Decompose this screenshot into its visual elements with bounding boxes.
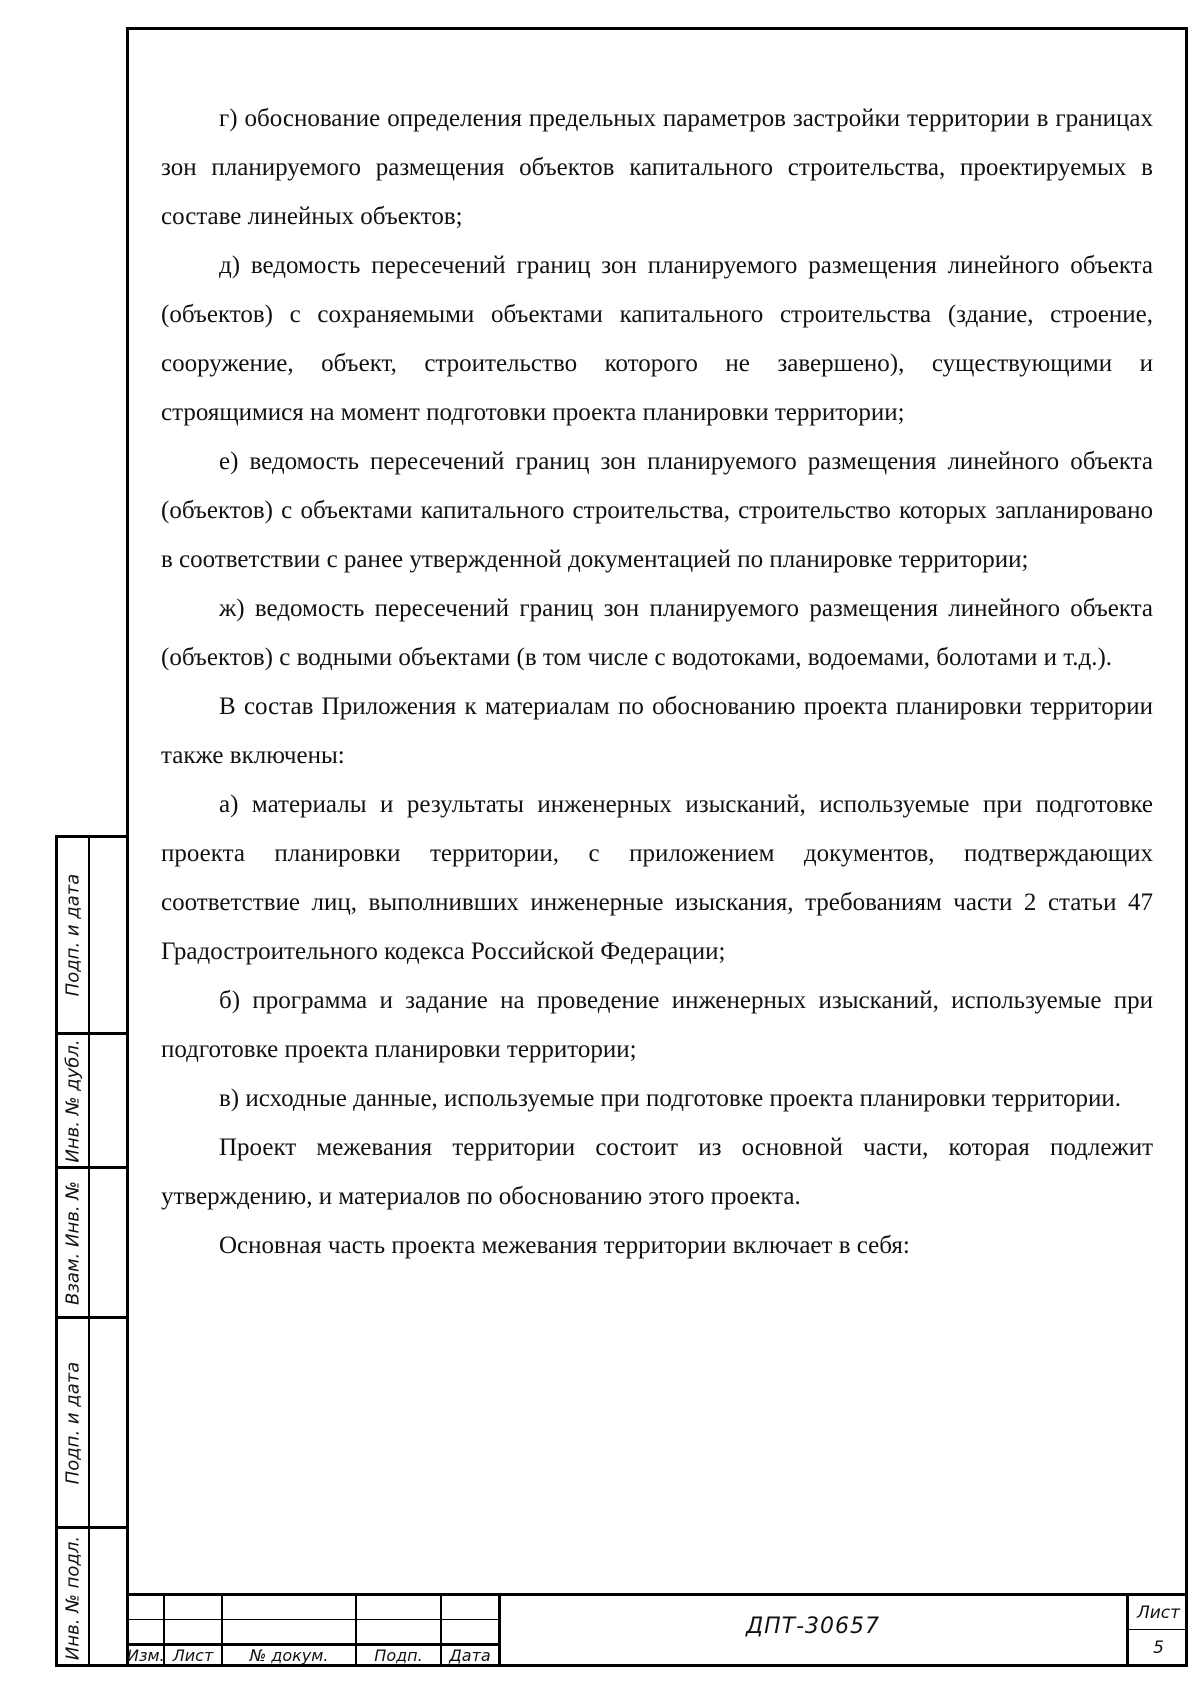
paragraph: г) обоснование определения предельных параметров застройки территории в границах зон планируемого размещения объектов капитального строительства, проектируемых в составе линейных объектов; [161,105,1153,230]
title-block-rule [1128,1629,1188,1630]
paragraph: В состав Приложения к материалам по обоснованию проекта планировки территории также включены: [161,693,1153,769]
side-cell-vzam-inv [58,1169,126,1319]
paragraph: е) ведомость пересечений границ зон планируемого размещения линейного объекта (объектов) с объектами капитального строительства, строительство которых запланировано в соответствии с ранее утвержденной документацией по планировке территории; [161,448,1153,573]
side-label: Подп. и дата [62,1361,84,1484]
col-sign-label: Подп. [374,1646,423,1665]
paragraph: б) программа и задание на проведение инженерных изысканий, используемые при подготовке проекта планировки территории; [161,987,1153,1063]
side-cell-inv-podl [58,1529,126,1667]
col-date-label: Дата [449,1646,491,1665]
sheet-label: Лист [1136,1603,1181,1623]
paragraph: Основная часть проекта межевания территории включает в себя: [219,1232,910,1259]
side-label: Взам. Инв. № [62,1180,84,1305]
side-cell-sign-date-2 [58,1319,126,1529]
title-block-rule [126,1619,500,1620]
paragraph: в) исходные данные, используемые при подготовке проекта планировки территории. [219,1085,1121,1112]
side-stamp [55,835,126,1667]
paragraph: ж) ведомость пересечений границ зон планируемого размещения линейного объекта (объектов) с водными объектами (в том числе с водотоками, водоемами, болотами и т.д.). [161,595,1153,671]
col-doc-label: № докум. [249,1646,329,1665]
side-label: Инв. № подл. [62,1535,84,1661]
side-cell-sign-date-1 [58,838,126,1035]
title-block [126,1593,1188,1667]
paragraph: д) ведомость пересечений границ зон планируемого размещения линейного объекта (объектов) с сохраняемыми объектами капитального строительства (здание, строение, сооружение, объект, строительство которого не завершено), существующими и строящимися на момент подготовки проекта планировки территории; [161,252,1153,426]
side-label: Подп. и дата [62,873,84,997]
col-izm-label: Изм. [127,1646,165,1665]
paragraph: а) материалы и результаты инженерных изысканий, используемые при подготовке проекта планировки территории, с приложением документов, подтверждающих соответствие лиц, выполнивших инженерные изыскания, требованиям части 2 статьи 47 Градостроительного кодекса Российской Федерации; [161,791,1153,965]
col-list-label: Лист [172,1646,214,1665]
document-body [161,94,1153,1270]
document-code: ДПТ-30657 [745,1614,881,1639]
sheet-number: 5 [1153,1638,1164,1658]
side-label: Инв. № дубл. [62,1038,84,1163]
side-cell-inv-dubl [58,1035,126,1169]
paragraph: Проект межевания территории состоит из основной части, которая подлежит утверждению, и материалов по обоснованию этого проекта. [161,1134,1153,1210]
